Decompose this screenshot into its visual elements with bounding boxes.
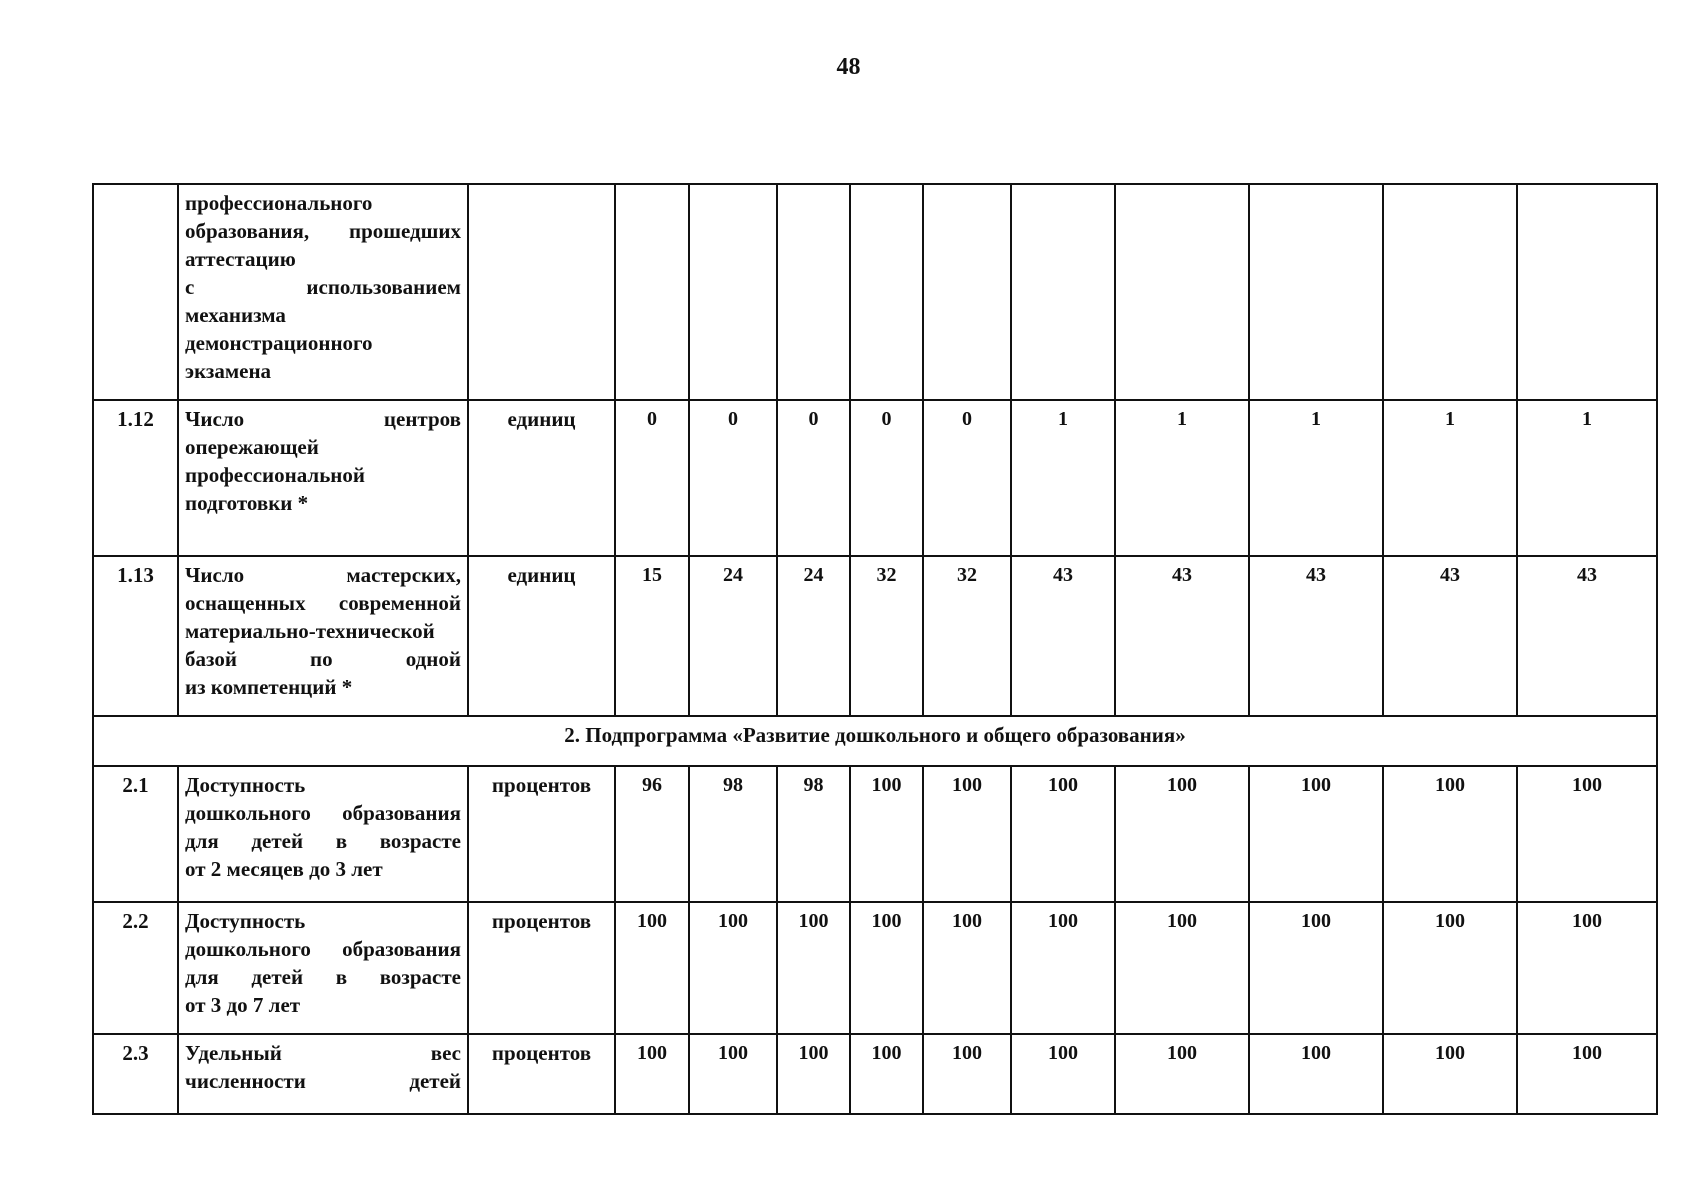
- indicator-name-line: профессиональной: [185, 463, 365, 487]
- value-cell: 100: [1517, 766, 1657, 902]
- value-cell: 43: [1011, 556, 1115, 716]
- indicator-name-line: Число центров: [185, 407, 461, 431]
- indicator-name-line: Доступность: [185, 773, 306, 797]
- value-cell: 1: [1115, 400, 1249, 556]
- section-header-row: [93, 716, 1657, 766]
- indicator-name-line: материально-технической: [185, 619, 435, 643]
- value-cell: [777, 184, 850, 400]
- value-cell: 100: [1115, 766, 1249, 902]
- value-cell: 100: [1517, 902, 1657, 1034]
- value-cell: 0: [850, 400, 923, 556]
- value-cell: 100: [777, 902, 850, 1034]
- value-cell: 100: [1383, 766, 1517, 902]
- value-cell: 43: [1517, 556, 1657, 716]
- value-cell: 100: [923, 766, 1011, 902]
- value-cell: 1: [1517, 400, 1657, 556]
- section-title: 2. Подпрограмма «Развитие дошкольного и общего образования»: [93, 716, 1657, 766]
- value-cell: 100: [1011, 902, 1115, 1034]
- value-cell: 100: [1383, 902, 1517, 1034]
- indicator-name-line: опережающей: [185, 435, 319, 459]
- value-cell: 0: [777, 400, 850, 556]
- value-cell: [615, 184, 689, 400]
- indicator-name-line: аттестацию: [185, 247, 296, 271]
- indicator-name: [178, 556, 468, 716]
- indicator-name-line: базой по одной: [185, 647, 461, 671]
- value-cell: 100: [1115, 1034, 1249, 1114]
- value-cell: 100: [1115, 902, 1249, 1034]
- value-cell: 0: [689, 400, 777, 556]
- value-cell: 98: [777, 766, 850, 902]
- value-cell: 96: [615, 766, 689, 902]
- value-cell: 100: [850, 766, 923, 902]
- indicator-name-line: подготовки *: [185, 491, 309, 515]
- value-cell: 100: [1249, 902, 1383, 1034]
- row-number: 2.1: [93, 766, 178, 902]
- indicator-name-line: Удельный вес: [185, 1041, 461, 1065]
- value-cell: [1011, 184, 1115, 400]
- value-cell: [1383, 184, 1517, 400]
- indicator-name-line: профессионального: [185, 191, 373, 215]
- indicator-name-line: образования, прошедших: [185, 219, 461, 243]
- value-cell: 100: [1517, 1034, 1657, 1114]
- value-cell: [689, 184, 777, 400]
- indicator-name-line: из компетенций *: [185, 675, 353, 699]
- value-cell: 100: [923, 1034, 1011, 1114]
- value-cell: 32: [850, 556, 923, 716]
- value-cell: 100: [1249, 766, 1383, 902]
- value-cell: 100: [777, 1034, 850, 1114]
- row-number: 1.13: [93, 556, 178, 716]
- indicator-name: [178, 184, 468, 400]
- unit-cell: процентов: [468, 1034, 615, 1114]
- value-cell: 100: [923, 902, 1011, 1034]
- indicator-name-line: численности детей: [185, 1069, 461, 1093]
- indicator-name-line: Число мастерских,: [185, 563, 461, 587]
- value-cell: 0: [615, 400, 689, 556]
- indicator-name-line: дошкольного образования: [185, 937, 461, 961]
- value-cell: 1: [1011, 400, 1115, 556]
- indicator-name-line: экзамена: [185, 359, 272, 383]
- value-cell: 100: [615, 902, 689, 1034]
- value-cell: 1: [1383, 400, 1517, 556]
- value-cell: 43: [1249, 556, 1383, 716]
- value-cell: 100: [1383, 1034, 1517, 1114]
- value-cell: [1249, 184, 1383, 400]
- row-number: 2.2: [93, 902, 178, 1034]
- table-row: [93, 184, 1657, 400]
- value-cell: [850, 184, 923, 400]
- row-number: 1.12: [93, 400, 178, 556]
- value-cell: 98: [689, 766, 777, 902]
- value-cell: 32: [923, 556, 1011, 716]
- value-cell: 100: [1011, 766, 1115, 902]
- value-cell: 100: [850, 902, 923, 1034]
- indicator-name: [178, 766, 468, 902]
- indicator-name: [178, 1034, 468, 1114]
- table-body: [93, 184, 1657, 1114]
- table-row: [93, 556, 1657, 716]
- unit-cell: процентов: [468, 766, 615, 902]
- value-cell: [1115, 184, 1249, 400]
- indicator-name-line: демонстрационного: [185, 331, 373, 355]
- indicator-name-line: оснащенных современной: [185, 591, 461, 615]
- indicators-table: [92, 183, 1658, 1115]
- value-cell: 100: [850, 1034, 923, 1114]
- value-cell: 100: [1249, 1034, 1383, 1114]
- indicator-name: [178, 400, 468, 556]
- indicator-name-line: от 3 до 7 лет: [185, 993, 301, 1017]
- table-row: [93, 400, 1657, 556]
- value-cell: 100: [615, 1034, 689, 1114]
- unit-cell: единиц: [468, 556, 615, 716]
- unit-cell: процентов: [468, 902, 615, 1034]
- indicator-name: [178, 902, 468, 1034]
- value-cell: [1517, 184, 1657, 400]
- row-number: 2.3: [93, 1034, 178, 1114]
- value-cell: 24: [777, 556, 850, 716]
- table-row: [93, 766, 1657, 902]
- row-number: [93, 184, 178, 400]
- value-cell: 15: [615, 556, 689, 716]
- value-cell: 0: [923, 400, 1011, 556]
- indicator-name-line: дошкольного образования: [185, 801, 461, 825]
- table-row: [93, 1034, 1657, 1114]
- value-cell: [923, 184, 1011, 400]
- value-cell: 100: [1011, 1034, 1115, 1114]
- indicator-name-line: для детей в возрасте: [185, 965, 461, 989]
- unit-cell: [468, 184, 615, 400]
- value-cell: 43: [1115, 556, 1249, 716]
- value-cell: 1: [1249, 400, 1383, 556]
- value-cell: 43: [1383, 556, 1517, 716]
- indicator-name-line: от 2 месяцев до 3 лет: [185, 857, 383, 881]
- value-cell: 100: [689, 902, 777, 1034]
- unit-cell: единиц: [468, 400, 615, 556]
- indicator-name-line: с использованием: [185, 275, 461, 299]
- value-cell: 100: [689, 1034, 777, 1114]
- value-cell: 24: [689, 556, 777, 716]
- indicator-name-line: Доступность: [185, 909, 306, 933]
- indicator-name-line: для детей в возрасте: [185, 829, 461, 853]
- indicator-name-line: механизма: [185, 303, 286, 327]
- page-number: 48: [836, 54, 861, 80]
- table-row: [93, 902, 1657, 1034]
